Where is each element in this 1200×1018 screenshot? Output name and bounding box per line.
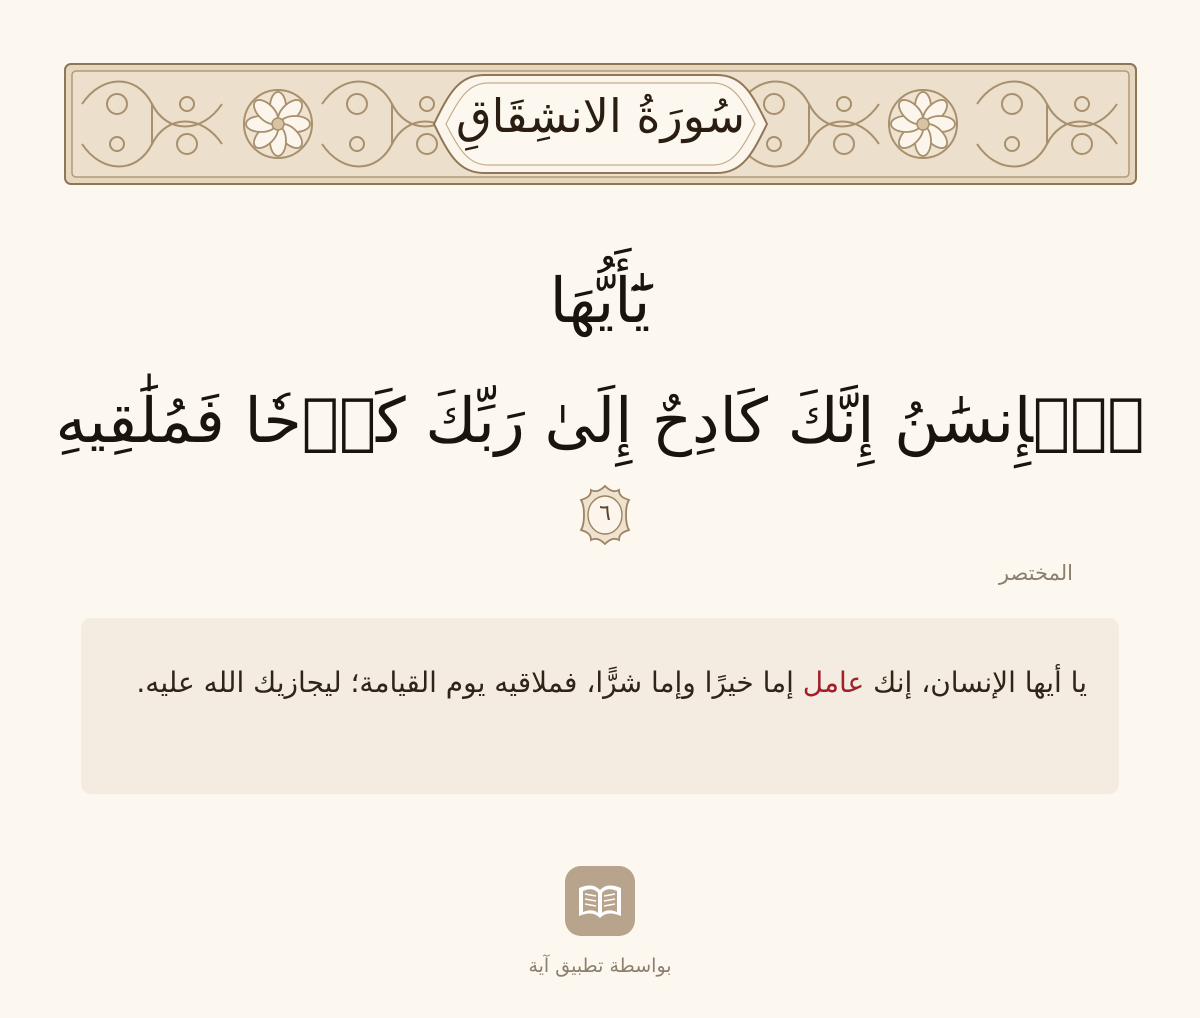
ayah-number-marker <box>579 482 631 544</box>
app-logo[interactable] <box>565 866 635 936</box>
verse-line-1: يَٰٓأَيُّهَا <box>549 264 651 337</box>
app-caption: بواسطة تطبيق آية <box>528 955 672 977</box>
tafsir-text-end: إما خيرًا وإما شرًّا، فملاقيه يوم القيامة؛ ليجازيك الله عليه. <box>136 666 803 699</box>
open-book-icon <box>565 866 635 936</box>
surah-title: سُورَةُ الانشِقَاقِ <box>455 89 746 143</box>
tafsir-source-label: المختصر <box>998 561 1073 585</box>
tafsir-box <box>81 618 1119 794</box>
ayah-number: ٦ <box>599 500 611 526</box>
tafsir-text-start: يا أيها الإنسان، إنك <box>864 666 1087 699</box>
tafsir-highlight-word[interactable]: عامل <box>802 666 865 699</box>
verse-line-2 <box>40 378 1160 552</box>
tafsir-text <box>121 656 1087 710</box>
verse-line-2-text: ٱلۡإِنسَٰنُ إِنَّكَ كَادِحٌ إِلَىٰ رَبِّكَ كَدۡحٗا فَمُلَٰقِيهِ <box>55 384 1145 457</box>
surah-banner <box>64 63 1137 185</box>
